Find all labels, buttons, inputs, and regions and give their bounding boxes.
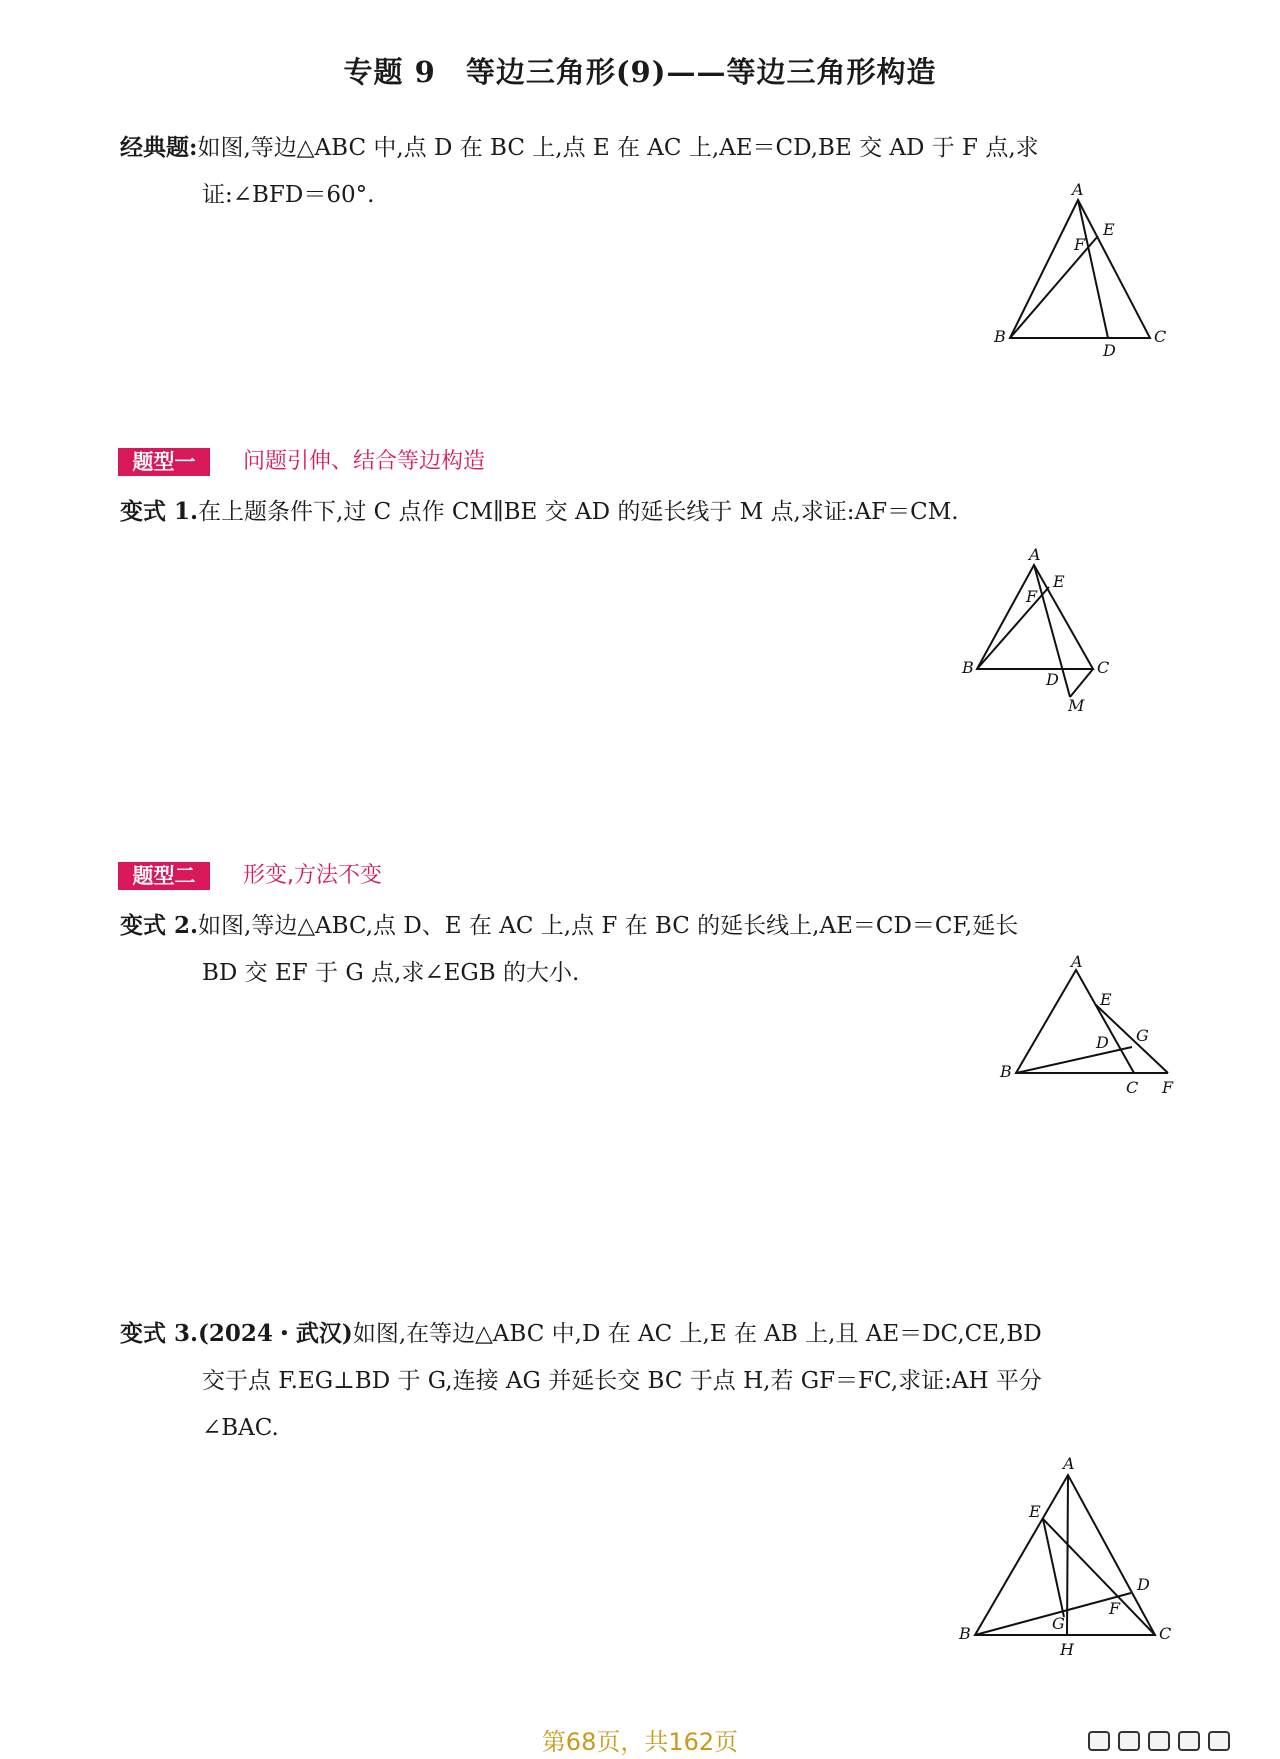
label-d: D: [1046, 670, 1059, 689]
label-g: G: [1052, 1614, 1065, 1633]
label-b: B: [959, 1624, 971, 1643]
variant1-text-1: 在上题条件下,过 C 点作 CM∥BE 交 AD 的延长线于 M 点,求证:AF＝CM.: [198, 499, 959, 525]
label-d: D: [1137, 1575, 1150, 1594]
label-h: H: [1060, 1640, 1074, 1659]
viewer-toolbar: [1088, 1728, 1268, 1754]
section2-title: 形变,方法不变: [243, 863, 382, 888]
label-c: C: [1097, 658, 1110, 677]
variant1-label: 变式 1.: [120, 498, 199, 525]
label-d: D: [1103, 341, 1116, 360]
classic-text-1: 如图,等边△ABC 中,点 D 在 BC 上,点 E 在 AC 上,AE＝CD,BE 交 AD 于 F 点,求: [197, 135, 1039, 161]
label-c: C: [1126, 1078, 1139, 1097]
label-f: F: [1026, 587, 1038, 606]
variant1-problem: [120, 488, 1170, 536]
section1-tag: 题型一: [118, 448, 210, 476]
page-thumbnail-icon[interactable]: [1208, 1731, 1230, 1751]
triangle-abc: [1010, 200, 1150, 338]
classic-figure: [990, 180, 1180, 360]
label-e: E: [1029, 1502, 1041, 1521]
variant3-text-1: 如图,在等边△ABC 中,D 在 AC 上,E 在 AB 上,且 AE＝DC,CE,BD: [352, 1321, 1042, 1347]
segment-eg: [1043, 1519, 1064, 1617]
segment-be: [977, 587, 1049, 669]
variant2-text-2: BD 交 EF 于 G 点,求∠EGB 的大小.: [202, 960, 580, 986]
variant3-source: (2024・武汉): [198, 1320, 353, 1347]
label-m: M: [1068, 696, 1085, 715]
classic-line-1: [120, 124, 1170, 172]
page-indicator: 第68页，共162页: [541, 1728, 739, 1756]
variant1-figure: [950, 545, 1130, 715]
label-e: E: [1100, 990, 1112, 1009]
triangle-abc: [1016, 970, 1134, 1073]
triangle-abc: [977, 565, 1093, 669]
page-thumbnail-icon[interactable]: [1148, 1731, 1170, 1751]
classic-text-2: 证:∠BFD＝60°.: [202, 182, 375, 208]
label-a: A: [1029, 545, 1041, 564]
label-b: B: [1000, 1062, 1012, 1081]
label-f: F: [1074, 235, 1086, 254]
label-a: A: [1071, 952, 1083, 971]
label-c: C: [1154, 327, 1167, 346]
page-thumbnail-icon[interactable]: [1178, 1731, 1200, 1751]
variant3-figure: [955, 1455, 1175, 1665]
label-e: E: [1053, 572, 1065, 591]
label-f: F: [1109, 1599, 1121, 1618]
section2-tag: 题型二: [118, 862, 210, 890]
variant3-text-3: ∠BAC.: [202, 1415, 279, 1441]
variant3-problem: [120, 1310, 1170, 1452]
label-c: C: [1159, 1624, 1172, 1643]
variant1-line-1: [120, 488, 1170, 536]
variant3-text-2: 交于点 F.EG⊥BD 于 G,连接 AG 并延长交 BC 于点 H,若 GF＝FC,求证:AH 平分: [202, 1368, 1042, 1394]
variant2-figure: [990, 952, 1180, 1105]
page-thumbnail-icon[interactable]: [1118, 1731, 1140, 1751]
classic-label: 经典题:: [120, 134, 198, 161]
label-b: B: [962, 658, 974, 677]
page-thumbnail-icon[interactable]: [1088, 1731, 1110, 1751]
variant2-line-1: [120, 902, 1170, 950]
label-d: D: [1096, 1033, 1109, 1052]
label-a: A: [1072, 180, 1084, 199]
label-a: A: [1063, 1454, 1075, 1473]
label-e: E: [1103, 220, 1115, 239]
segment-cm: [1070, 669, 1093, 697]
label-b: B: [994, 327, 1006, 346]
label-f: F: [1162, 1078, 1174, 1097]
variant3-label: 变式 3.: [120, 1320, 199, 1347]
section1-title: 问题引伸、结合等边构造: [243, 449, 486, 474]
label-g: G: [1136, 1026, 1149, 1045]
variant3-line-1: [120, 1310, 1170, 1358]
page-title: 专题 9 等边三角形(9)——等边三角形构造: [343, 55, 937, 89]
segment-bg: [1016, 1047, 1132, 1073]
variant2-label: 变式 2.: [120, 912, 199, 939]
variant2-text-1: 如图,等边△ABC,点 D、E 在 AC 上,点 F 在 BC 的延长线上,AE＝CD＝CF,延长: [198, 913, 1019, 939]
